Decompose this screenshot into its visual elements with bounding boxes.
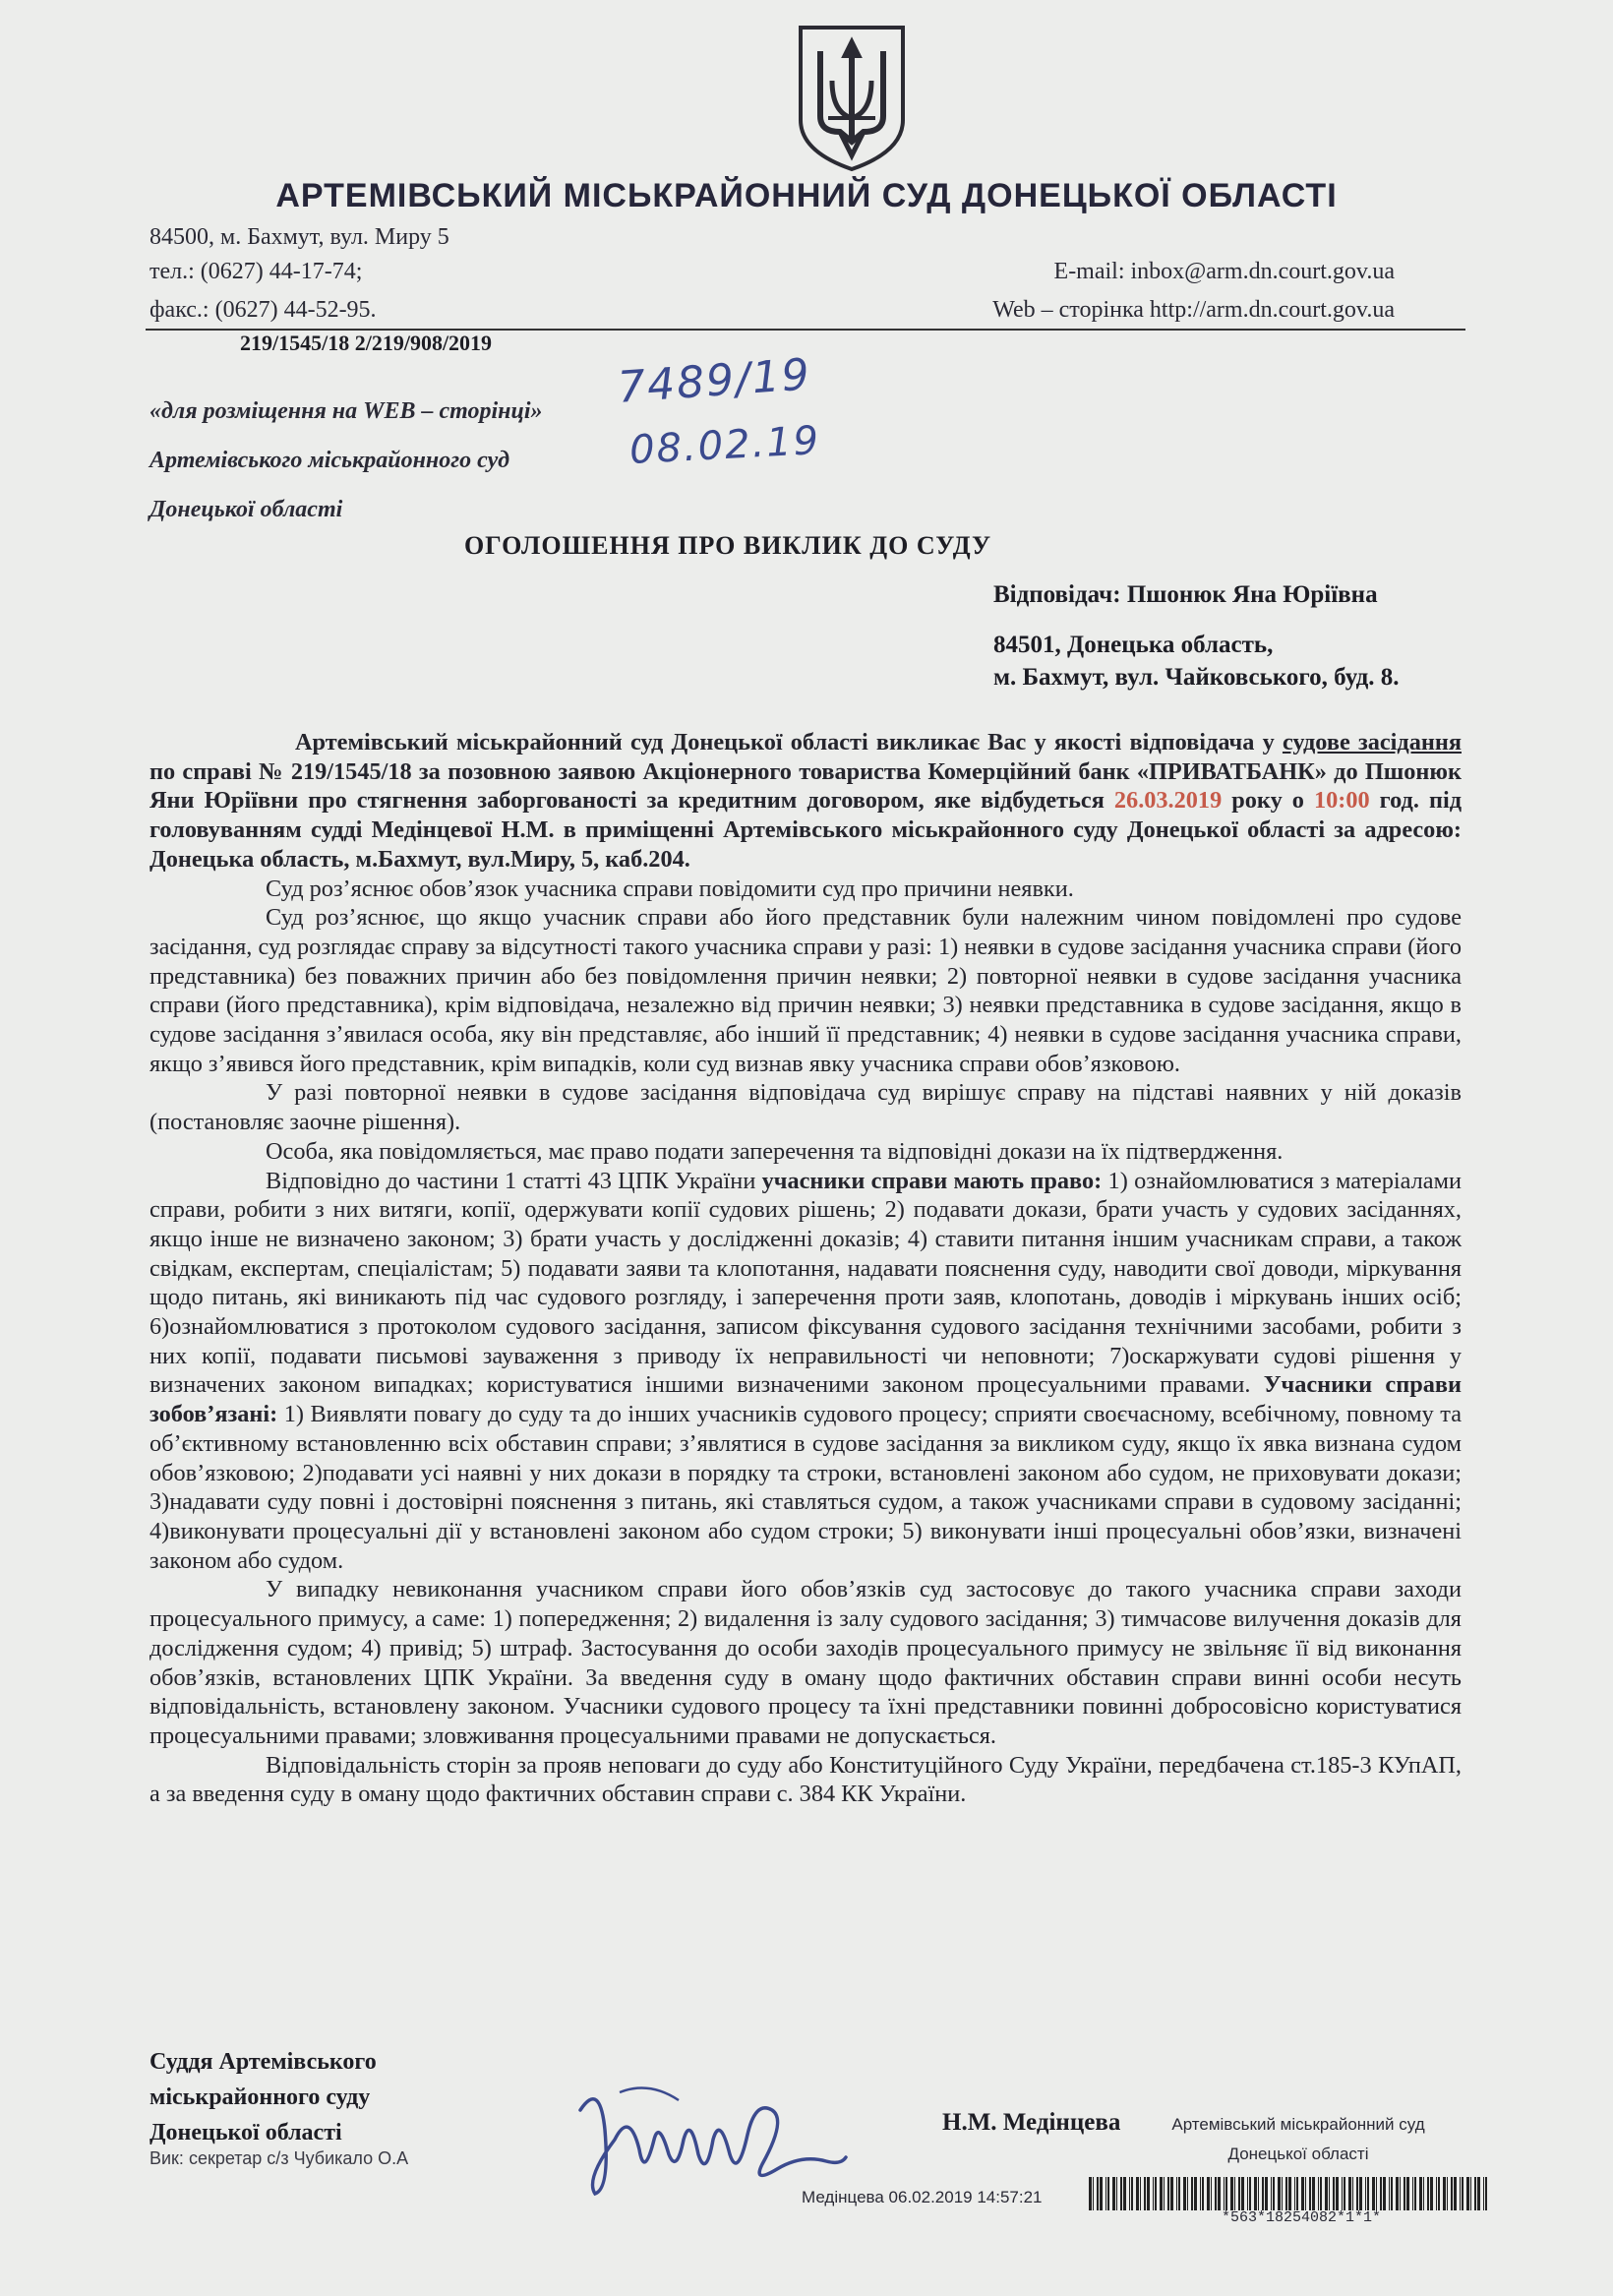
stamp-signed-timestamp: Медінцева 06.02.2019 14:57:21 xyxy=(802,2188,1043,2206)
paragraph-absence-notice: Суд роз’яснює обов’язок учасника справи повідомити суд про причини неявки. xyxy=(266,875,1074,902)
summons-paragraph xyxy=(149,728,1462,875)
summons-text-2: по справі № 219/1545/18 за позовною заявою Акціонерного товариства Комерційний банк «ПРИВАТБАНК» до Пшонюк Яни Юріївни про стягнення заборгованості за кредитним договором, яке відбудеться xyxy=(149,757,1462,815)
court-website: Web – сторінка http://arm.dn.court.gov.ua xyxy=(992,297,1395,323)
web-note-line-2: Артемівського міськрайонного суд xyxy=(149,448,510,473)
secretary-note: Вик: секретар с/з Чубикало О.А xyxy=(149,2148,409,2168)
summons-text-4: год. під головуванням судді Медінцевої Н.М. в приміщенні Артемівського міськрайонного суду Донецької області за адресою: Донецька область, м.Бахмут, вул.Миру, 5, каб.204. xyxy=(149,787,1462,873)
paragraph-repeat-absence: У разі повторної неявки в судове засідання відповідача суд вирішує справу на підставі наявних у ній доказів (постановляє заочне рішення). xyxy=(149,1079,1462,1136)
summons-text-1: Артемівський міськрайонний суд Донецької області викликає Вас у якості відповідача у xyxy=(295,729,1283,755)
judge-title-line-3: Донецької області xyxy=(149,2120,342,2145)
respondent-address-line-1: 84501, Донецька область, xyxy=(993,632,1274,658)
web-note-line-1: «для розміщення на WEB – сторінці» xyxy=(149,398,543,424)
trident-coat-of-arms-icon xyxy=(793,22,911,174)
paragraph-absence-rules: Суд роз’яснює, що якщо учасник справи або його представник були належним чином повідомлені про судове засідання, суд розглядає справу за відсутності такого учасника справи у разі: 1) неявки в судове засідання учасника справи (його представника) без поважних причин або без повідомлення причин неявки; 2) повторної неявки в судове засідання учасника справи (його представника), крім відповідача, незалежно від причин неявки; 3) неявки представника в судове засідання, якщо в судове засідання з’явилася особа, яку він представляє, або інший її представник; 4) неявки в судове засідання учасника справи, якщо з’явився його представник, крім випадків, коли суд визнав явку учасника справи обов’язковою. xyxy=(149,904,1462,1077)
hearing-time: 10:00 xyxy=(1313,787,1370,815)
notice-body xyxy=(149,728,1462,1809)
court-name-heading: АРТЕМІВСЬКИЙ МІСЬКРАЙОННИЙ СУД ДОНЕЦЬКОЇ ОБЛАСТІ xyxy=(275,177,1338,214)
handwritten-registration-date: 08.02.19 xyxy=(627,417,822,474)
document-title: ОГОЛОШЕННЯ ПРО ВИКЛИК ДО СУДУ xyxy=(463,531,992,560)
respondent-address-line-2: м. Бахмут, вул. Чайковського, буд. 8. xyxy=(993,664,1400,691)
duties-text: 1) Виявляти повагу до суду та до інших учасників судового процесу; сприяти своєчасному, всебічному, повному та об’єктивному встановленню всіх обставин справи; з’являтися в судове засідання за викликом суду, якщо їх явка визнана судом обов’язковою; 2)подавати усі наявні у них докази в порядку та строки, встановлені законом або судом, не приховувати докази; 3)надавати суду повні і достовірні пояснення з питань, які ставляться судом, а також учасниками справи в судовому засіданні; 4)виконувати процесуальні дії у встановлені законом або судом строки; 5) виконувати інші процесуальні обов’язки, визначені законом або судом. xyxy=(149,1401,1462,1574)
web-note-line-3: Донецької області xyxy=(149,497,343,522)
court-email: E-mail: inbox@arm.dn.court.gov.ua xyxy=(1053,259,1395,284)
court-fax: факс.: (0627) 44-52-95. xyxy=(149,297,377,323)
paragraph-rights-duties xyxy=(149,1167,1462,1576)
duties-heading: Учасники справи зобов’язані: xyxy=(149,1371,1463,1428)
paragraph-objection-right: Особа, яка повідомляється, має право подати заперечення та відповідні докази на їх підтвердження. xyxy=(266,1137,1284,1165)
case-numbers: 219/1545/18 2/219/908/2019 xyxy=(240,331,493,355)
judge-title-block xyxy=(149,2044,377,2150)
hearing-date: 26.03.2019 xyxy=(1113,787,1223,815)
barcode-icon xyxy=(1089,2177,1492,2210)
stamp-court-name: Артемівський міськрайонний суд xyxy=(1171,2115,1425,2134)
paragraph-liability: Відповідальність сторін за прояв неповаги до суду або Конституційного Суду України, передбачена ст.185-3 КУпАП, а за введення суду в оману щодо фактичних обставин справи с. 384 КК України. xyxy=(149,1751,1462,1808)
handwritten-registration-number: 7489/19 xyxy=(616,349,813,413)
respondent-name: Відповідач: Пшонюк Яна Юріївна xyxy=(993,581,1378,608)
judge-name: Н.М. Медінцева xyxy=(942,2109,1121,2136)
summons-hearing-underlined: судове засідання xyxy=(1282,729,1462,755)
court-address: 84500, м. Бахмут, вул. Миру 5 xyxy=(149,224,449,250)
judge-title-line-2: міськрайонного суду xyxy=(149,2085,371,2110)
summons-text-3: року о xyxy=(1222,787,1314,815)
stamp-court-region: Донецької області xyxy=(1227,2145,1369,2163)
rights-heading: учасники справи мають право: xyxy=(761,1167,1103,1194)
rights-text-2: 1) ознайомлюватися з матеріалами справи, робити з них витяги, копії, одержувати копії судових рішень; 2) подавати докази, брати участь у судових засіданнях, якщо інше не визначено законом; 3) брати участь у дослідженні доказів; 4) ставити питання іншим учасникам справи, а також свідкам, експертам, спеціалістам; 5) подавати заяви та клопотання, надавати пояснення суду, наводити свої доводи, міркування щодо питань, які виникають під час судового розгляду, і заперечення проти заяв, клопотань, доводів і міркувань інших осіб; 6)ознайомлюватися з протоколом судового засідання, записом фіксування судового засідання технічними засобами, робити з них копії, подавати письмові зауваження з приводу їх неправильності чи неповноти; 7)оскаржувати судові рішення у визначених законом випадках; користуватися іншими визначеними законом процесуальними правами. xyxy=(149,1167,1462,1399)
rights-text-1: Відповідно до частини 1 статті 43 ЦПК України xyxy=(266,1167,762,1194)
court-phone: тел.: (0627) 44-17-74; xyxy=(149,259,363,284)
judge-title-line-1: Суддя Артемівського xyxy=(149,2049,377,2075)
barcode-number: *563*18254082*1*1* xyxy=(1222,2209,1382,2226)
paragraph-coercion-measures: У випадку невиконання учасником справи його обов’язків суд застосовує до такого учасника справи заходи процесуального примусу, а саме: 1) попередження; 2) видалення із залу судового засідання; 3) тимчасове вилучення доказів для дослідження судом; 4) привід; 5) штраф. Застосування до особи заходів процесуального примусу не звільняє її від виконання обов’язків, встановлених ЦПК України. За введення суду в оману щодо фактичних обставин справи винні особи несуть відповідальність, встановлену законом. Учасники судового процесу та їхні представники повинні добросовісно користуватися процесуальними правами; зловживання процесуальними правами не допускається. xyxy=(149,1576,1462,1749)
